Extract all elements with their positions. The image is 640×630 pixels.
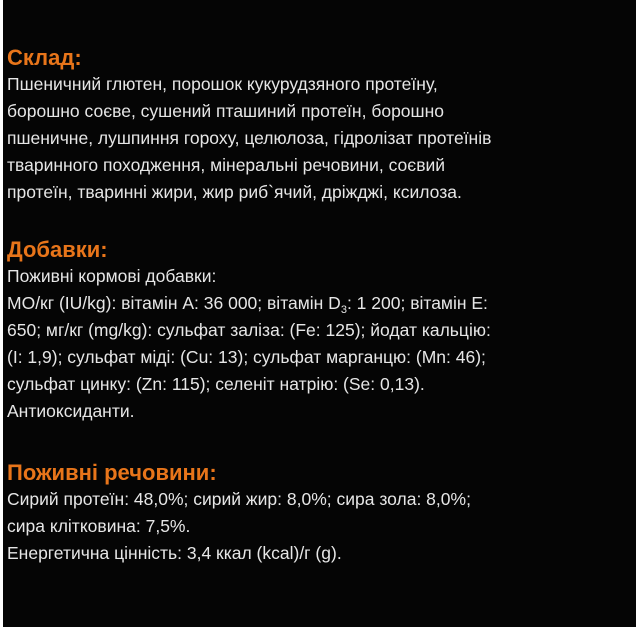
additives-line: 650; мг/кг (mg/kg): сульфат заліза: (Fe: 125); йодат кальцію: [7,320,491,340]
nutrients-heading: Поживні речовини: [7,460,217,485]
composition-line: пшеничне, лушпиння гороху, целюлоза, гідролізат протеїнів [7,128,492,148]
composition-line: протеїн, тваринні жири, жир риб`ячий, дріжджі, ксилоза. [7,182,462,202]
additives-line: сульфат цинку: (Zn: 115); селеніт натрію: (Se: 0,13). [7,374,425,394]
composition-line: тваринного походження, мінеральні речовини, соєвий [7,155,446,175]
additives-heading: Добавки: [7,237,108,262]
composition-heading: Склад: [7,45,82,70]
additives-text [7,263,635,425]
additives-line: Антиоксиданти. [7,401,135,421]
composition-line: борошно соєве, сушений пташиний протеїн, борошно [7,101,444,121]
additives-line: Поживні кормові добавки: [7,266,217,286]
nutrients-line: сира клітковина: 7,5%. [7,516,191,536]
additives-line: (I: 1,9); сульфат міді: (Cu: 13); сульфат марганцю: (Mn: 46); [7,347,486,367]
additives-vitamins-line [7,290,635,317]
composition-text [7,71,635,206]
label-panel [3,0,636,627]
nutrients-text [7,486,635,567]
nutrients-line: Енергетична цінність: 3,4 ккал (kcal)/г (g). [7,543,342,563]
composition-line: Пшеничний глютен, порошок кукурудзяного протеїну, [7,74,438,94]
composition-section [7,45,635,206]
additives-section [7,237,635,425]
nutrients-section [7,460,635,567]
vitamins-text-b: : 1 200; вітамін Е: [346,293,488,313]
vitamins-text-a: МО/кг (IU/kg): вітамін А: 36 000; вітамін D [7,293,341,313]
nutrients-line: Сирий протеїн: 48,0%; сирий жир: 8,0%; сира зола: 8,0%; [7,489,471,509]
vitamin-d-subscript: 3 [340,304,347,316]
